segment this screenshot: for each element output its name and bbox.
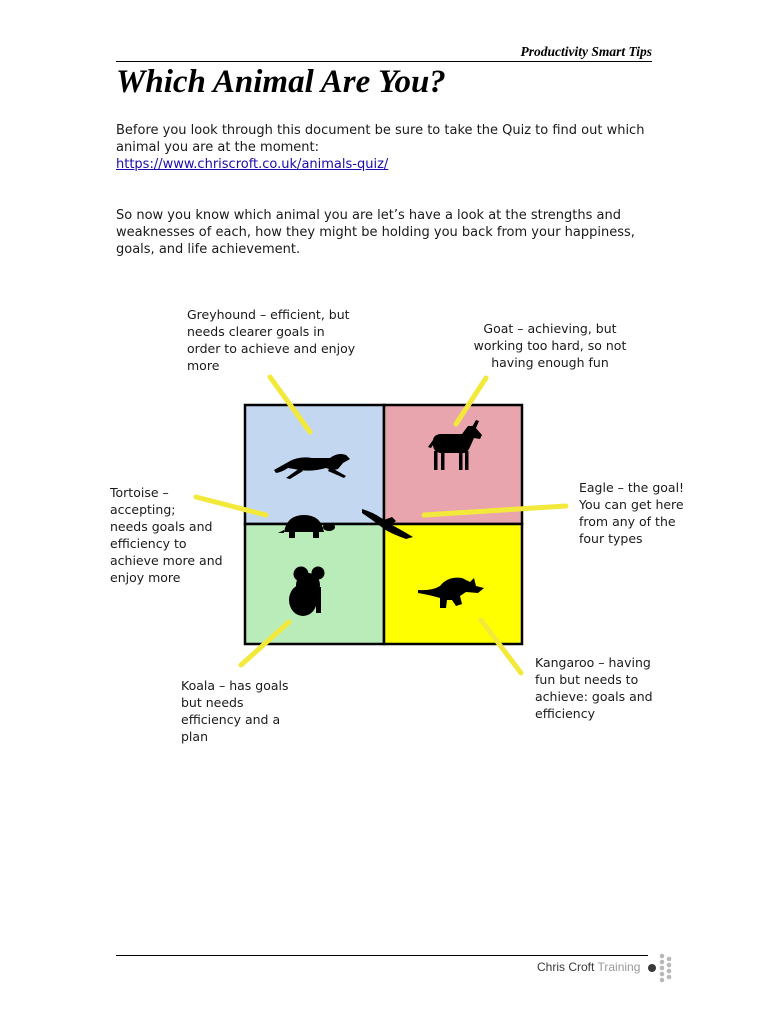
greyhound-label-line: order to achieve and enjoy [187,341,356,356]
header-tag: Productivity Smart Tips [520,44,652,59]
kangaroo-label [535,654,695,722]
tortoise-label-line: efficiency to [110,536,187,551]
kangaroo-label-line: fun but needs to [535,672,639,687]
greyhound-label [187,306,387,374]
tortoise-label-line: Tortoise – [110,485,169,500]
tortoise-label-line: achieve more and [110,553,223,568]
koala-label-line: efficiency and a [181,712,281,727]
tortoise-label-line: needs goals and [110,519,213,534]
koala-icon [289,567,325,617]
brand-logo-dots-icon [646,952,676,986]
greyhound-label-line: more [187,358,220,373]
tortoise-label [110,484,250,586]
koala-label-line: but needs [181,695,244,710]
footer-brand [537,960,640,974]
kangaroo-label-line: efficiency [535,706,596,721]
tortoise-label-line: accepting; [110,502,176,517]
eagle-label-line: four types [579,531,643,546]
quadrant-goat [384,405,522,524]
goat-label-line: working too hard, so not [473,338,627,353]
eagle-label-line: You can get here [579,497,684,512]
goat-label-line: having enough fun [491,355,609,370]
goat-label-line: Goat – achieving, but [483,321,617,336]
koala-label-line: plan [181,729,208,744]
footer-brand-accent: Training [597,960,641,974]
koala-label [181,677,331,745]
second-paragraph: So now you know which animal you are let’s have a look at the strengths and weaknesses of each, how they might be holding you back from your happiness, goals, and life achievement. [116,208,635,257]
intro-text: Before you look through this document be sure to take the Quiz to find out which animal you are at the moment: [116,123,645,155]
kangaroo-label-line: achieve: goals and [535,689,653,704]
tortoise-label-line: enjoy more [110,570,181,585]
kangaroo-label-line: Kangaroo – having [535,655,651,670]
eagle-label-line: Eagle – the goal! [579,480,685,495]
footer-rule [116,955,648,956]
greyhound-label-line: Greyhound – efficient, but [187,307,350,322]
page-title: Which Animal Are You? [116,64,446,100]
eagle-label-line: from any of the [579,514,676,529]
greyhound-label-line: needs clearer goals in [187,324,325,339]
quiz-link[interactable]: https://www.chriscroft.co.uk/animals-quiz/ [116,157,389,172]
goat-label [455,320,645,371]
koala-label-line: Koala – has goals [181,678,289,693]
eagle-label [579,479,729,547]
footer-brand-name: Chris Croft [537,960,595,974]
